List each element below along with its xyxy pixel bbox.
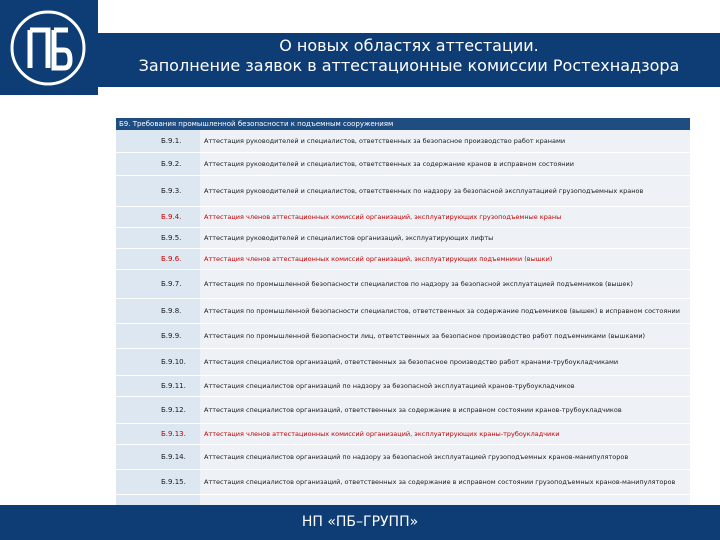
row-code: Б.9.3. — [116, 176, 200, 206]
table-row — [116, 228, 690, 249]
row-code: Б.9.1. — [116, 130, 200, 152]
footer-text: НП «ПБ–ГРУПП» — [301, 514, 419, 530]
row-description: Аттестация членов аттестационных комиссий организаций, эксплуатирующих подъемники (вышки) — [200, 249, 690, 269]
table-row — [116, 299, 690, 324]
table-row — [116, 470, 690, 495]
table-row — [116, 153, 690, 176]
row-code: Б.9.11. — [116, 376, 200, 396]
row-description: Аттестация по промышленной безопасности специалистов по надзору за безопасной эксплуатацией подъемников (вышек) — [200, 270, 690, 298]
row-code: Б.9.7. — [116, 270, 200, 298]
row-description: Аттестация специалистов организаций по надзору за безопасной эксплуатацией грузоподъемных кранов-манипуляторов — [200, 445, 690, 469]
row-description: Аттестация руководителей и специалистов организаций, эксплуатирующих лифты — [200, 228, 690, 248]
table-row — [116, 270, 690, 299]
slide-header — [0, 0, 720, 95]
row-code: Б.9.12. — [116, 397, 200, 423]
table-row — [116, 207, 690, 228]
table-row — [116, 445, 690, 470]
row-code: Б.9.14. — [116, 445, 200, 469]
table-row — [116, 130, 690, 153]
table-row — [116, 376, 690, 397]
slide-title-line1: О новых областях аттестации. — [279, 36, 539, 55]
row-code: Б.9.13. — [116, 424, 200, 444]
table-heading: Б9. Требования промышленной безопасности к подъемным сооружениям — [116, 118, 690, 130]
row-description: Аттестация специалистов организаций по надзору за безопасной эксплуатацией кранов-трубоукладчиков — [200, 376, 690, 396]
table-row — [116, 397, 690, 424]
row-code: Б.9.15. — [116, 470, 200, 494]
row-description: Аттестация членов аттестационных комиссий организаций, эксплуатирующих грузоподъемные краны — [200, 207, 690, 227]
pb-logo-icon — [8, 8, 88, 88]
table-row — [116, 324, 690, 349]
slide-title-line2: Заполнение заявок в аттестационные комиссии Ростехнадзора — [138, 56, 680, 75]
row-code: Б.9.10. — [116, 349, 200, 375]
row-code: Б.9.6. — [116, 249, 200, 269]
row-code: Б.9.4. — [116, 207, 200, 227]
row-code: Б.9.9. — [116, 324, 200, 348]
row-description: Аттестация по промышленной безопасности лиц, ответственных за безопасное производство работ подъемниками (вышками) — [200, 324, 690, 348]
row-description: Аттестация руководителей и специалистов, ответственных по надзору за безопасной эксплуатацией грузоподъемных кранов — [200, 176, 690, 206]
row-code: Б.9.5. — [116, 228, 200, 248]
table-row — [116, 176, 690, 207]
table-row — [116, 349, 690, 376]
attestation-table — [116, 118, 690, 522]
table-row — [116, 249, 690, 270]
row-code: Б.9.2. — [116, 153, 200, 175]
row-description: Аттестация руководителей и специалистов, ответственных за содержание кранов в исправном состоянии — [200, 153, 690, 175]
row-description: Аттестация по промышленной безопасности специалистов, ответственных за содержание подъемников (вышек) в исправном состоянии — [200, 299, 690, 323]
row-description: Аттестация членов аттестационных комиссий организаций, эксплуатирующих краны-трубоукладчики — [200, 424, 690, 444]
row-code: Б.9.8. — [116, 299, 200, 323]
row-description: Аттестация специалистов организаций, ответственных за содержание в исправном состоянии кранов-трубоукладчиков — [200, 397, 690, 423]
row-description: Аттестация специалистов организаций, ответственных за содержание в исправном состоянии грузоподъемных кранов-манипуляторов — [200, 470, 690, 494]
table-row — [116, 424, 690, 445]
row-description: Аттестация руководителей и специалистов, ответственных за безопасное производство работ кранами — [200, 130, 690, 152]
table-body — [116, 130, 690, 522]
row-description: Аттестация специалистов организаций, ответственных за безопасное производство работ кранами-трубоукладчиками — [200, 349, 690, 375]
